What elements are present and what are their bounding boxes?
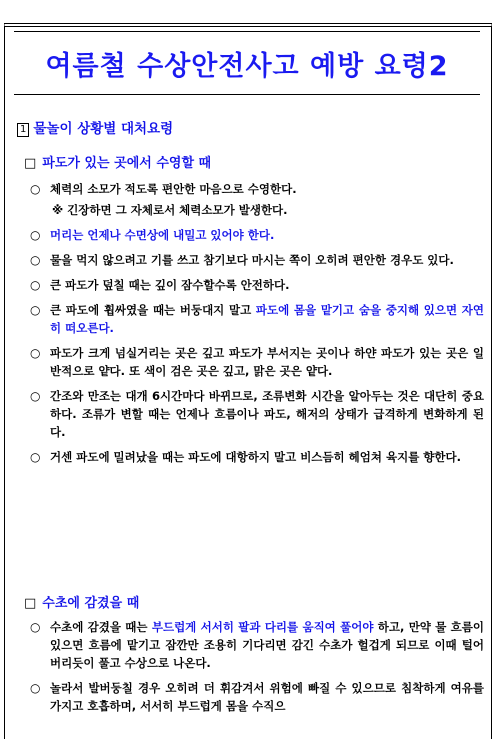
note-item — [30, 201, 484, 219]
list-item — [30, 387, 484, 441]
list-item — [30, 251, 484, 269]
circle-bullet-icon: ○ — [30, 681, 41, 695]
circle-bullet-icon: ○ — [30, 346, 41, 360]
subsection-items-waves — [30, 180, 484, 473]
subsection-heading-weeds — [24, 592, 139, 611]
circle-bullet-icon: ○ — [30, 303, 41, 317]
section-heading — [17, 117, 173, 137]
item-text: 하고, 만약 물 흐름이 있으면 흐름에 맡기고 잠깐만 조용히 기다리면 감긴 수초가 헐겁게 되므로 이때 털어 버리듯이 풀고 수상으로 나온다. — [50, 620, 484, 670]
page-title: 여름철 수상안전사고 예방 요령2 — [45, 51, 449, 82]
subsection-heading-waves — [24, 152, 211, 171]
item-text: 긴장하면 그 자체로서 체력소모가 발생한다. — [67, 203, 288, 217]
circle-bullet-icon: ○ — [30, 278, 41, 292]
item-text: 놀라서 발버둥칠 경우 오히려 더 휘감겨서 위험에 빠질 수 있으므로 침착하게 여유를 가지고 호흡하며, 서서히 부드럽게 몸을 수직으 — [50, 681, 484, 713]
circle-bullet-icon: ○ — [30, 253, 41, 267]
item-text: 간조와 만조는 대개 6시간마다 바뀌므로, 조류변화 시간을 알아두는 것은 대단히 중요하다. 조류가 변할 때는 언제나 흐름이나 파도, 해저의 상태가 급격하게 변화하게 된다. — [50, 389, 484, 439]
list-item — [30, 344, 484, 380]
circle-bullet-icon: ○ — [30, 182, 41, 196]
section-number: 1 — [17, 123, 29, 137]
item-text: 부드럽게 서서히 팔과 다리를 움직여 풀어야 — [151, 620, 374, 634]
item-text: 수초에 감겼을 때는 — [50, 620, 152, 634]
checkbox-square-icon: □ — [24, 596, 37, 611]
circle-bullet-icon: ○ — [30, 450, 41, 464]
item-text: 파도가 크게 넘실거리는 곳은 깊고 파도가 부서지는 곳이나 하얀 파도가 있는 곳은 일반적으로 얕다. 또 색이 검은 곳은 깊고, 맑은 곳은 얕다. — [50, 346, 484, 378]
item-text: 물을 먹지 않으려고 기를 쓰고 참기보다 마시는 쪽이 오히려 편안한 경우도 있다. — [50, 253, 454, 267]
list-item — [30, 180, 484, 198]
list-item — [30, 448, 484, 466]
item-text: 큰 파도가 덮칠 때는 깊이 잠수할수록 안전하다. — [50, 278, 290, 292]
item-text: 큰 파도에 휩싸였을 때는 버둥대지 말고 — [50, 303, 256, 317]
circle-bullet-icon: ○ — [30, 389, 41, 403]
item-text: 거센 파도에 밀려났을 때는 파도에 대항하지 말고 비스듬히 헤엄쳐 육지를 향한다. — [50, 450, 461, 464]
item-text: 머리는 언제나 수면상에 내밀고 있어야 한다. — [50, 228, 275, 242]
subsection-title: 파도가 있는 곳에서 수영할 때 — [42, 156, 212, 171]
subsection-title: 수초에 감겼을 때 — [42, 596, 140, 611]
list-item — [30, 679, 484, 715]
subsection-items-weeds — [30, 618, 484, 722]
list-item — [30, 301, 484, 337]
item-text: 파도에 몸을 맡기고 숨을 중지해 있으면 자연히 떠오른다. — [50, 303, 484, 335]
circle-bullet-icon: ○ — [30, 228, 41, 242]
checkbox-square-icon: □ — [24, 156, 37, 171]
list-item — [30, 276, 484, 294]
reference-mark-icon: ※ — [52, 203, 64, 217]
title-box — [14, 31, 480, 95]
item-text: 체력의 소모가 적도록 편안한 마음으로 수영한다. — [50, 182, 297, 196]
section-title: 물놀이 상황별 대처요령 — [33, 121, 174, 137]
list-item — [30, 618, 484, 672]
list-item — [30, 226, 484, 244]
circle-bullet-icon: ○ — [30, 620, 41, 634]
